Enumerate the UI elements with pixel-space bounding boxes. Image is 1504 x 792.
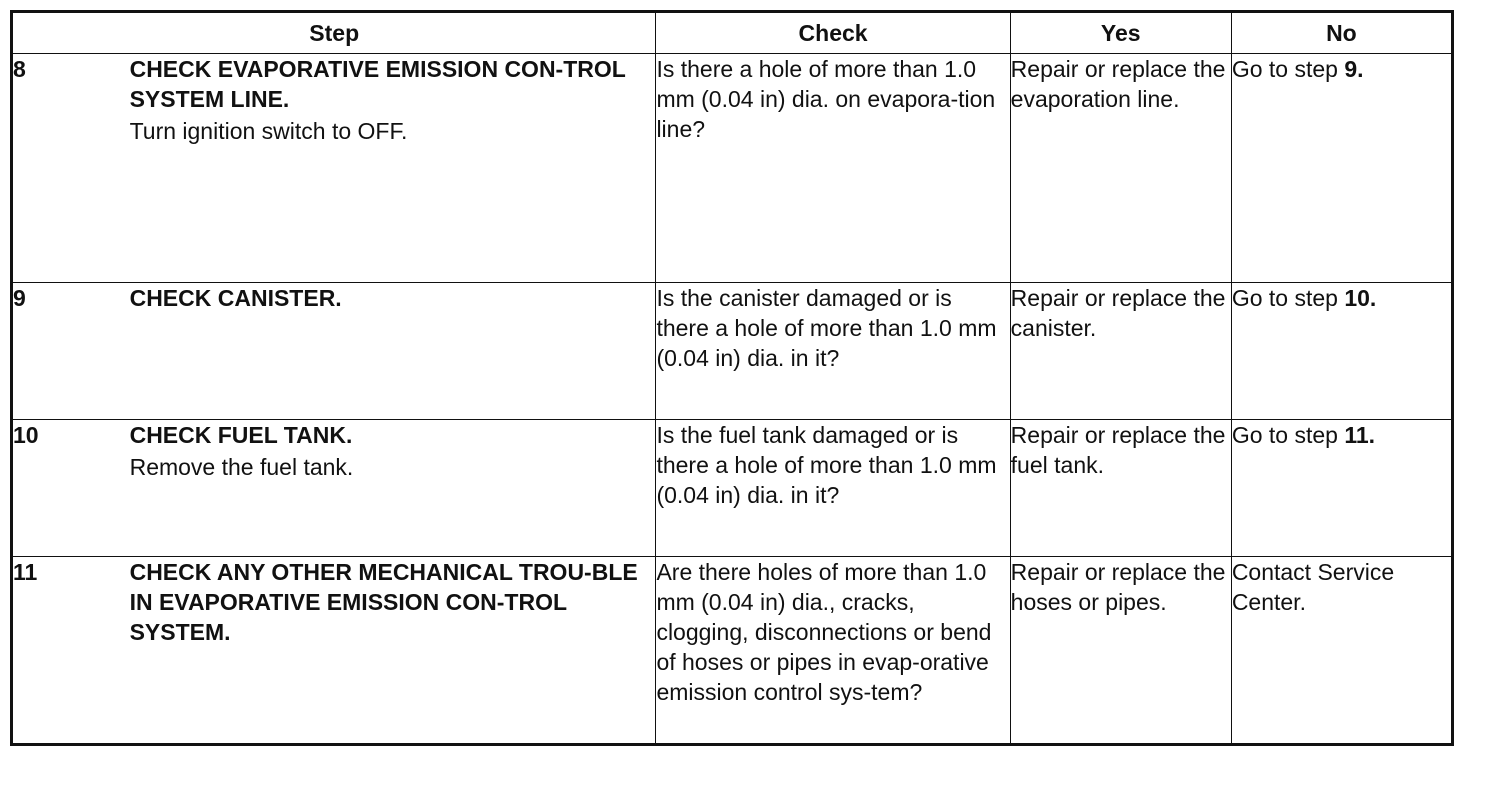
header-no: No [1231, 12, 1452, 54]
header-row [12, 12, 1453, 54]
check-cell: Are there holes of more than 1.0 mm (0.04 in) dia., cracks, clogging, disconnections or bend of hoses or pipes in evap-orative emission control sys-tem? [656, 557, 1010, 745]
go-to-step-number: 9. [1344, 56, 1364, 82]
check-cell: Is the canister damaged or is there a hole of more than 1.0 mm (0.04 in) dia. in it? [656, 283, 1010, 420]
check-cell: Is the fuel tank damaged or is there a hole of more than 1.0 mm (0.04 in) dia. in it? [656, 420, 1010, 557]
step-cell [130, 283, 656, 420]
no-text: Go to step [1231, 422, 1345, 448]
go-to-step-number: 11. [1344, 422, 1376, 448]
step-number: 9 [12, 283, 130, 420]
table-row-step-11 [12, 557, 1453, 745]
step-detail: Remove the fuel tank. [129, 454, 354, 480]
step-cell [130, 54, 656, 283]
table-row-step-10 [12, 420, 1453, 557]
go-to-step-number: 10. [1344, 285, 1377, 311]
step-cell [130, 420, 656, 557]
table-row-step-8 [12, 54, 1453, 283]
step-number: 10 [12, 420, 130, 557]
yes-cell: Repair or replace the evaporation line. [1010, 54, 1231, 283]
no-cell [1231, 420, 1452, 557]
step-number: 8 [12, 54, 130, 283]
diagnostic-table [10, 10, 1454, 746]
table-row-step-9 [12, 283, 1453, 420]
step-title: CHECK CANISTER. [129, 285, 342, 311]
header-check: Check [656, 12, 1010, 54]
step-title: CHECK EVAPORATIVE EMISSION CON-TROL SYSTEM LINE. [129, 56, 626, 112]
no-text: Contact Service Center. [1231, 559, 1395, 615]
no-text: Go to step [1231, 56, 1345, 82]
check-cell: Is there a hole of more than 1.0 mm (0.04 in) dia. on evapora-tion line? [656, 54, 1010, 283]
step-title: CHECK FUEL TANK. [129, 422, 353, 448]
no-text: Go to step [1231, 285, 1345, 311]
step-detail: Turn ignition switch to OFF. [129, 118, 408, 144]
step-number: 11 [12, 557, 130, 745]
yes-cell: Repair or replace the canister. [1010, 283, 1231, 420]
no-cell [1231, 54, 1452, 283]
yes-cell: Repair or replace the fuel tank. [1010, 420, 1231, 557]
header-step: Step [12, 12, 656, 54]
header-yes: Yes [1010, 12, 1231, 54]
step-cell [130, 557, 656, 745]
no-cell [1231, 557, 1452, 745]
step-title: CHECK ANY OTHER MECHANICAL TROU-BLE IN EVAPORATIVE EMISSION CON-TROL SYSTEM. [129, 559, 638, 645]
yes-cell: Repair or replace the hoses or pipes. [1010, 557, 1231, 745]
no-cell [1231, 283, 1452, 420]
